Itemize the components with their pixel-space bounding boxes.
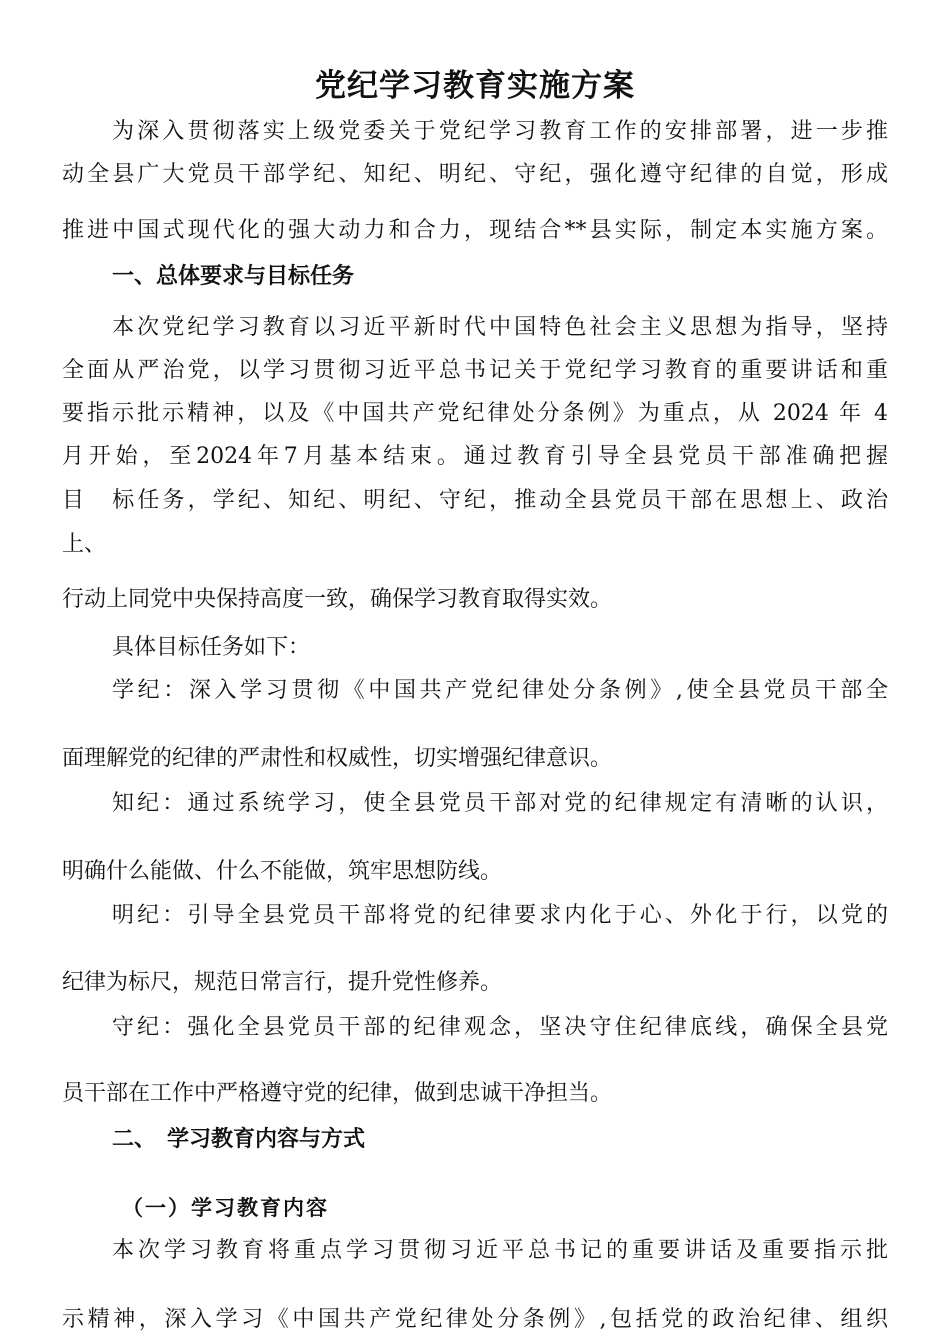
paragraph-line: 明确什么能做、什么不能做，筑牢思想防线。: [62, 859, 503, 884]
paragraph-line: 目 标任务，学纪、知纪、明纪、守纪，推动全县党员干部在思想上、政治: [62, 488, 888, 513]
paragraph-line: 动全县广大党员干部学纪、知纪、明纪、守纪，强化遵守纪律的自觉，形成: [62, 162, 888, 187]
paragraph-line: 学纪：深入学习贯彻《中国共产党纪律处分条例》,使全县党员干部全: [112, 678, 888, 703]
section-heading: 二、 学习教育内容与方式: [112, 1127, 366, 1152]
paragraph-line: 本次学习教育将重点学习贯彻习近平总书记的重要讲话及重要指示批: [112, 1238, 888, 1263]
subsection-heading: （一）学习教育内容: [122, 1196, 329, 1220]
paragraph-line: 面理解党的纪律的严肃性和权威性，切实增强纪律意识。: [62, 746, 613, 771]
paragraph-line: 具体目标任务如下：: [112, 635, 311, 660]
paragraph-line: 纪律为标尺，规范日常言行，提升党性修养。: [62, 970, 503, 995]
paragraph-line: 知纪：通过系统学习，使全县党员干部对党的纪律规定有清晰的认识，: [112, 791, 888, 816]
paragraph-line: 全面从严治党，以学习贯彻习近平总书记关于党纪学习教育的重要讲话和重: [62, 358, 888, 383]
paragraph-line: 本次党纪学习教育以习近平新时代中国特色社会主义思想为指导，坚持: [112, 315, 888, 340]
paragraph-line: 示精神，深入学习《中国共产党纪律处分条例》,包括党的政治纪律、组织: [62, 1307, 888, 1332]
paragraph-line: 行动上同党中央保持高度一致，确保学习教育取得实效。: [62, 587, 613, 612]
paragraph-line: 推进中国式现代化的强大动力和合力，现结合**县实际，制定本实施方案。: [62, 218, 888, 243]
paragraph-line: 守纪：强化全县党员干部的纪律观念，坚决守住纪律底线，确保全县党: [112, 1015, 888, 1040]
paragraph-line: 上、: [62, 532, 107, 557]
section-heading: 一、总体要求与目标任务: [112, 264, 355, 289]
paragraph-line: 为深入贯彻落实上级党委关于党纪学习教育工作的安排部署，进一步推: [112, 119, 888, 144]
paragraph-line: 要指示批示精神，以及《中国共产党纪律处分条例》为重点，从 2024 年 4: [62, 401, 888, 426]
paragraph-line: 员干部在工作中严格遵守党的纪律，做到忠诚干净担当。: [62, 1081, 613, 1106]
paragraph-line: 月开始，至2024年7月基本结束。通过教育引导全县党员干部准确把握: [62, 444, 888, 469]
paragraph-line: 明纪：引导全县党员干部将党的纪律要求内化于心、外化于行，以党的: [112, 903, 888, 928]
document-title: 党纪学习教育实施方案: [315, 68, 635, 104]
